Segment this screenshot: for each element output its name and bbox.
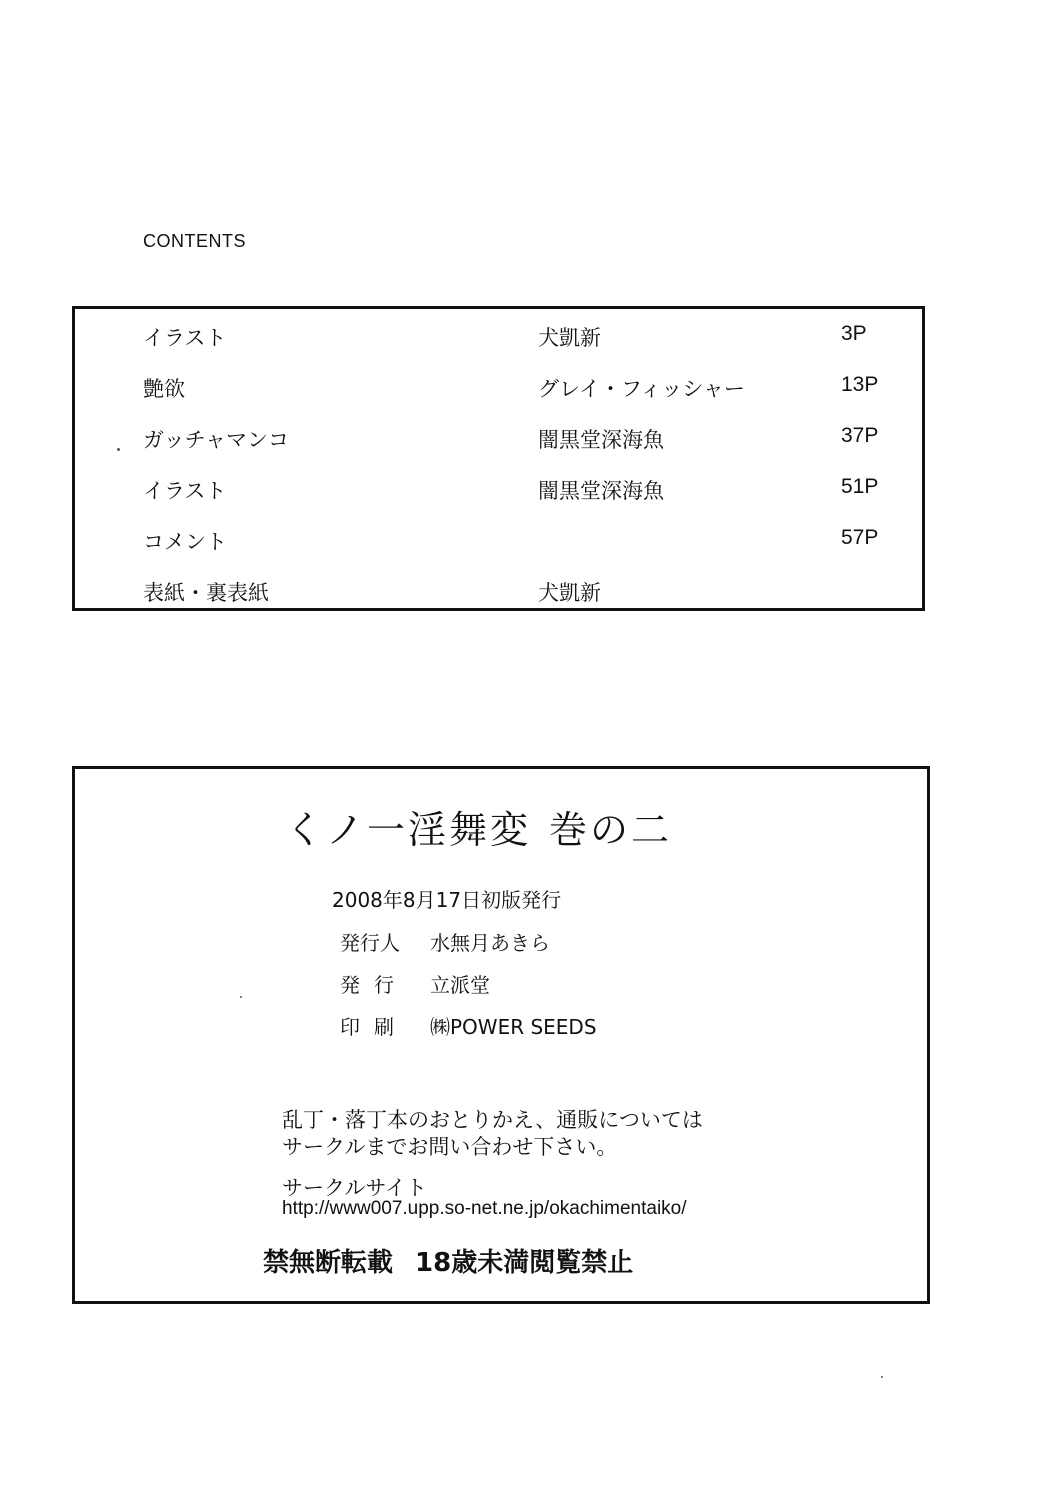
contents-row — [75, 373, 922, 403]
scan-speck — [240, 996, 242, 998]
scan-speck — [117, 448, 120, 451]
issuer-value: 立派堂 — [430, 973, 490, 997]
notice-line: 乱丁・落丁本のおとりかえ、通販については — [282, 1108, 703, 1132]
contents-title: 表紙・裏表紙 — [143, 581, 269, 605]
contents-table — [72, 306, 925, 611]
contents-title: コメント — [143, 530, 227, 554]
publication-date: 2008年8月17日初版発行 — [332, 888, 562, 912]
prohibition-notice — [263, 1242, 633, 1279]
contents-author: 闇黒堂深海魚 — [538, 479, 664, 503]
notice-line: サークルまでお問い合わせ下さい。 — [282, 1135, 618, 1159]
issuer-label: 発行 — [340, 973, 408, 997]
printer-row — [340, 1011, 597, 1040]
contents-title: 艶欲 — [143, 377, 185, 401]
contents-title: ガッチャマンコ — [143, 428, 289, 452]
contents-row — [75, 424, 922, 454]
contents-page: 3P — [841, 322, 867, 345]
scan-speck — [881, 1376, 883, 1378]
publisher-label: 発行人 — [340, 931, 400, 955]
contents-page: 37P — [841, 424, 879, 447]
publisher-value: 水無月あきら — [430, 931, 550, 955]
colophon — [72, 766, 930, 1304]
contents-title: イラスト — [143, 479, 227, 503]
book-title-main: くノ一淫舞変 — [285, 808, 532, 852]
contents-page: 57P — [841, 526, 879, 549]
contents-row — [75, 526, 922, 556]
contents-row — [75, 577, 922, 607]
contents-page: 13P — [841, 373, 879, 396]
contents-author: グレイ・フィッシャー — [538, 377, 745, 401]
no-reproduction-notice: 禁無断転載 — [263, 1248, 394, 1278]
book-title-volume: 巻の二 — [549, 808, 673, 852]
site-label: サークルサイト — [282, 1176, 427, 1200]
contents-row — [75, 322, 922, 352]
issuer-row — [340, 969, 490, 998]
contents-row — [75, 475, 922, 505]
contents-author: 闇黒堂深海魚 — [538, 428, 664, 452]
publisher-row — [340, 927, 550, 956]
age-restriction-notice: 18歳未満閲覧禁止 — [415, 1248, 634, 1278]
book-title — [285, 799, 672, 854]
contents-author: 犬凱新 — [538, 326, 601, 350]
contents-heading: CONTENTS — [143, 231, 246, 251]
contents-title: イラスト — [143, 326, 227, 350]
contents-page: 51P — [841, 475, 879, 498]
printer-label: 印刷 — [340, 1015, 408, 1039]
site-url[interactable]: http://www007.upp.so-net.ne.jp/okachimentaiko/ — [282, 1198, 687, 1219]
contents-author: 犬凱新 — [538, 581, 601, 605]
printer-value: ㈱POWER SEEDS — [430, 1015, 597, 1039]
